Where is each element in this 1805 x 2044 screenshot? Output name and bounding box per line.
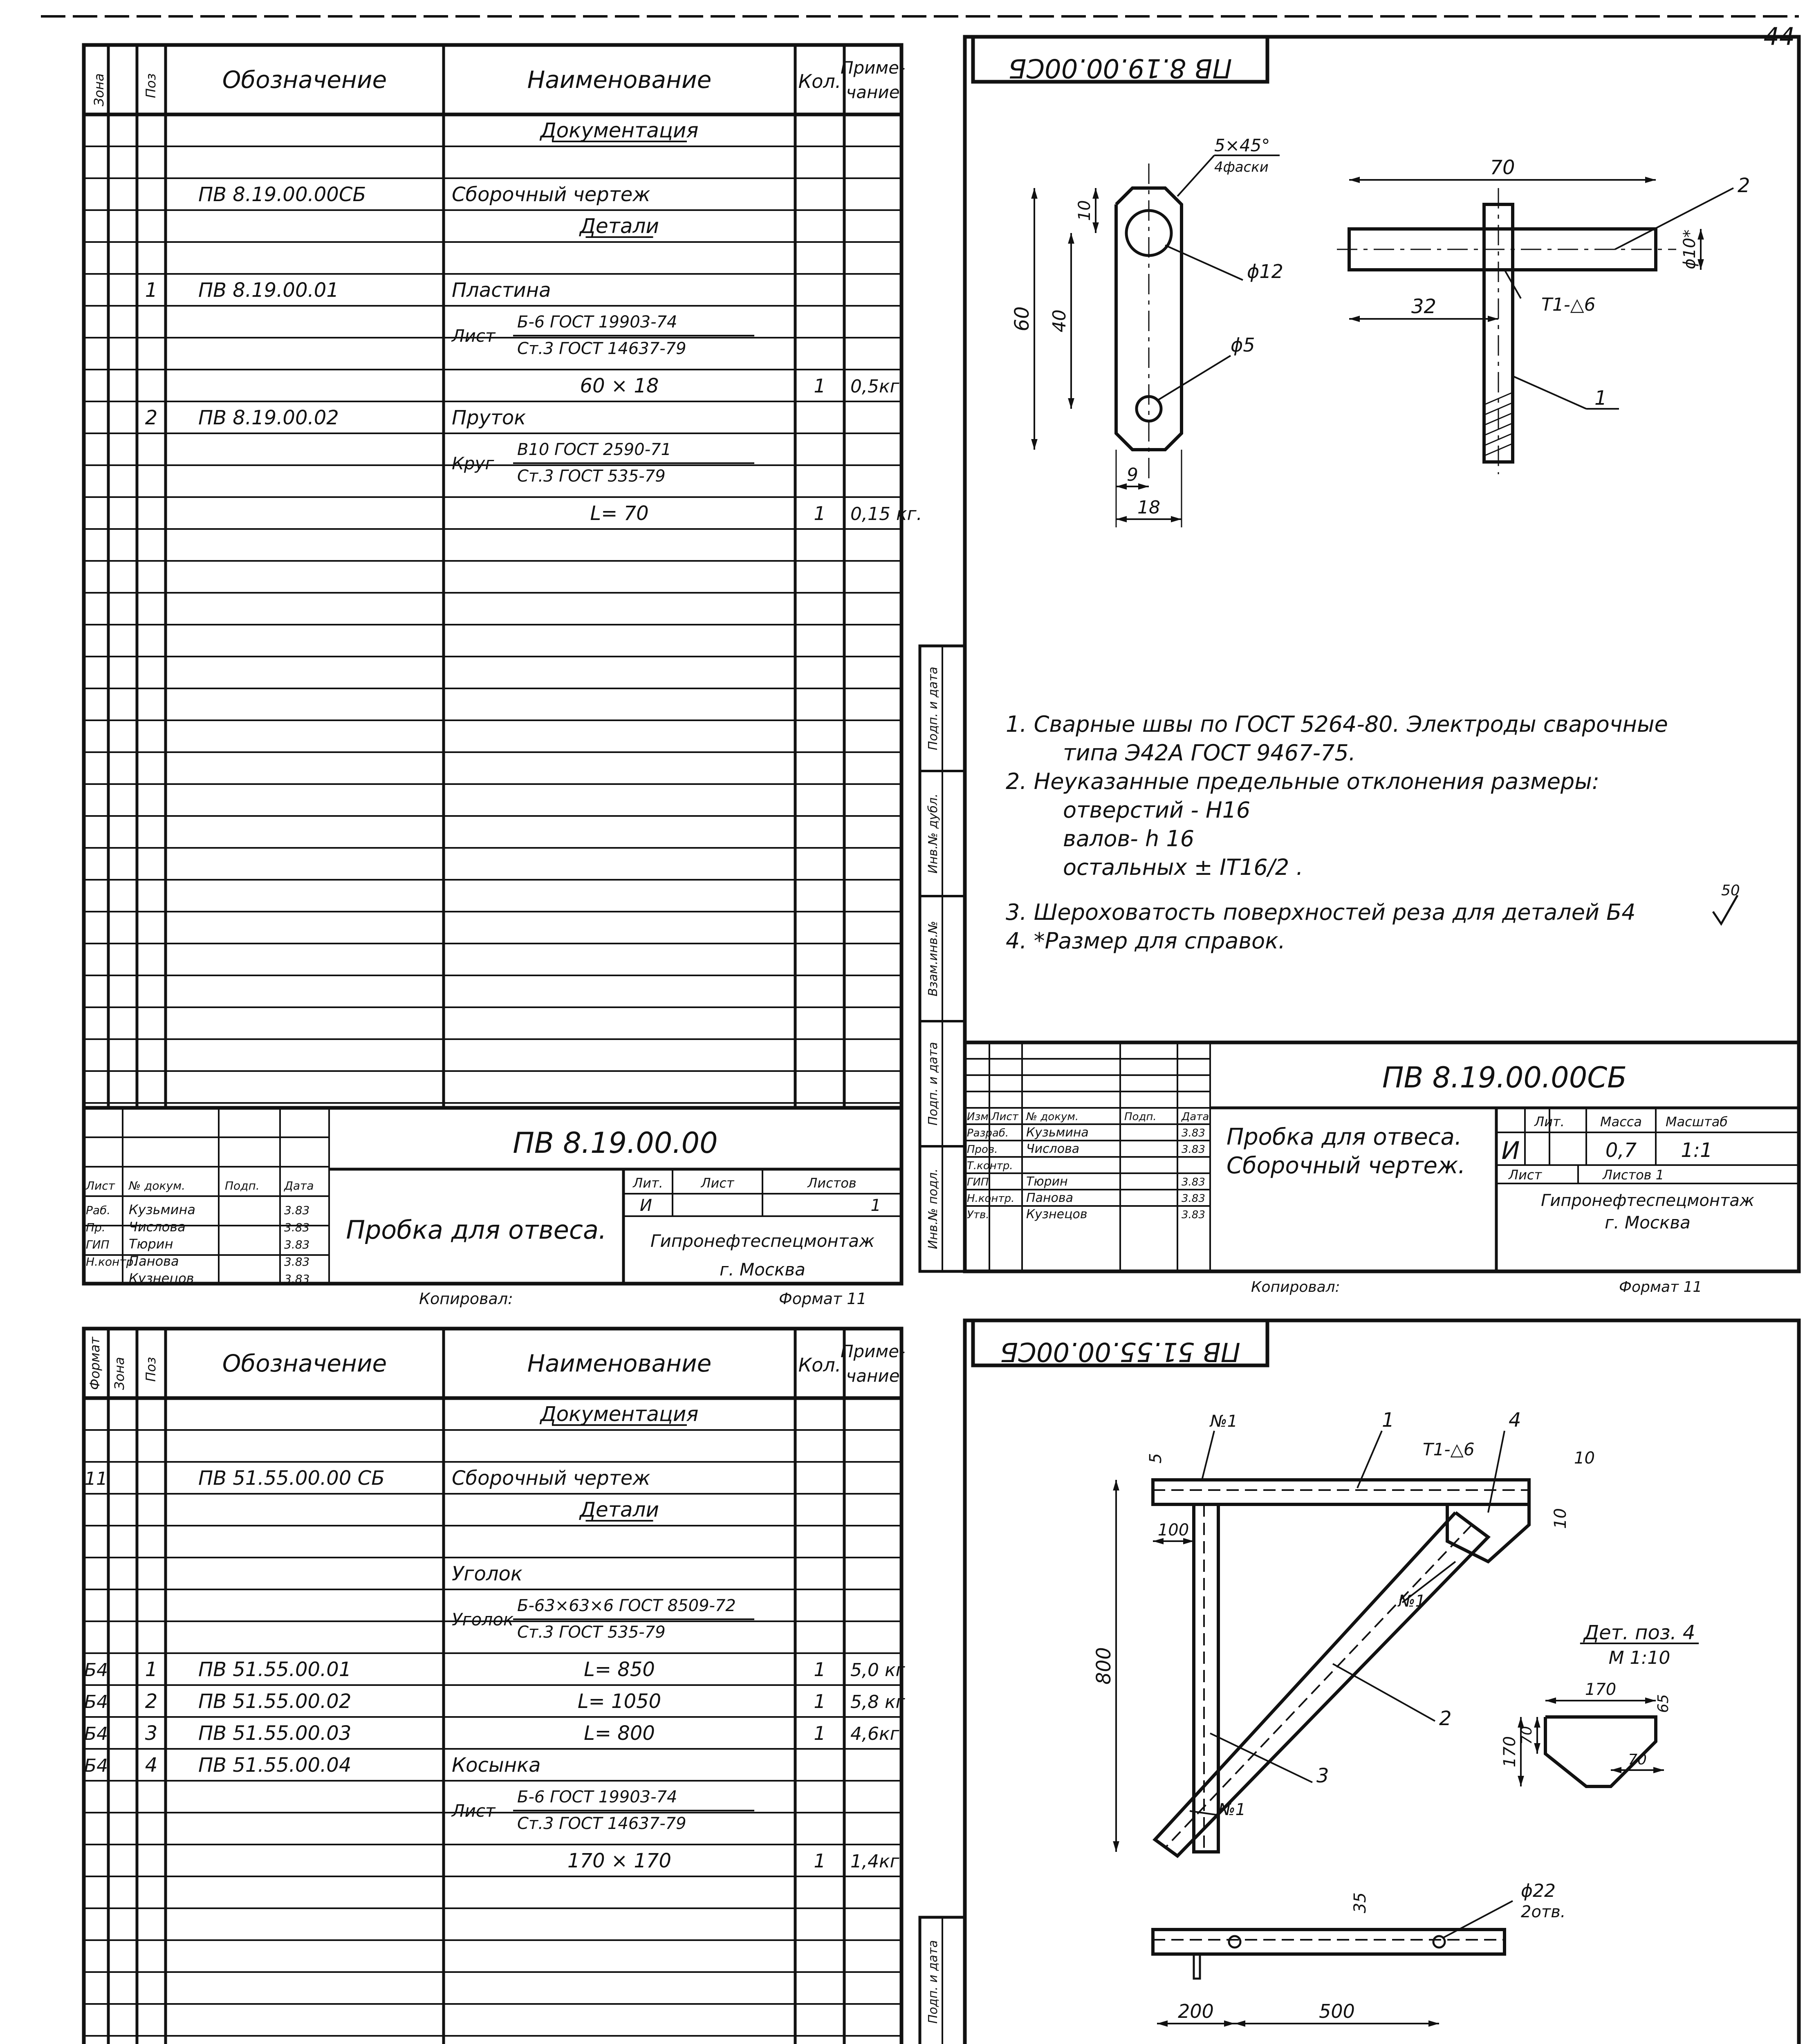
spec-cell-name: Лист [452,326,496,346]
dim-d10: ϕ10* [1680,229,1699,269]
dim-arrow [1068,398,1074,409]
dt-city: г. Москва [1605,1213,1691,1233]
dim-170-w: 170 [1585,1680,1617,1699]
dim-arrow [1113,1841,1119,1852]
title-person-role: Пр. [86,1221,105,1234]
dim-d5: ϕ5 [1231,334,1255,356]
spec-cell-name: Пруток [452,406,526,429]
spec-cell-qty: 1 [814,1850,826,1872]
title-sheets-head: Листов [807,1175,857,1191]
dim-arrow [1092,188,1099,199]
spec-header-note: чание [846,82,900,102]
spec-cell-note: 1,4кг. [850,1851,905,1872]
spec-cell-designation: ПВ 51.55.00.02 [198,1690,352,1713]
dt-person-date: 3.83 [1182,1209,1205,1221]
spec-cell-pos: 1 [145,279,158,302]
dt-person-name: Панова [1026,1191,1073,1205]
dim-arrow [1031,439,1038,450]
stamp-code-upside-down: ПВ 51.55.00.00СБ [1000,1336,1240,1367]
dim-arrow [1611,1767,1621,1773]
dim-arrow [1031,188,1038,199]
dim-arrow [1349,177,1360,183]
spec-cell-name: 60 × 18 [580,374,659,397]
title-col-head: № докум. [129,1179,186,1192]
spec-cell-name: L= 1050 [577,1690,661,1713]
spec-header-note: Приме- [840,58,906,78]
leader [1157,356,1231,401]
title-person-date: 3.83 [284,1272,310,1286]
note-line: отверстий - Н16 [1063,797,1251,823]
hatch [1484,392,1513,405]
spec-cell-name: Документация [540,119,699,142]
dim-10a: 10 [1574,1449,1595,1468]
dim-40: 40 [1049,309,1070,332]
callout-pos2: 2 [1738,174,1750,197]
dt-person-role: Т.контр. [967,1160,1013,1172]
dt-person-role: Пров. [967,1143,998,1156]
dim-d12: ϕ12 [1247,260,1283,282]
detail-scale: М 1:10 [1608,1647,1670,1668]
spec-header-zone: Зона [91,73,107,106]
dim-800: 800 [1092,1647,1115,1685]
spec-header-note: чание [846,1366,900,1386]
spec-cell-pos: 3 [145,1722,158,1745]
dt-col-head: Лист [991,1111,1018,1123]
title-person-role: Н.контр. [86,1255,137,1269]
side-stamp-label: Инв.№ подл. [926,1168,940,1249]
callout-4: 4 [1509,1409,1521,1432]
dim-arrow [1092,222,1099,233]
dt-person-name: Тюрин [1026,1174,1068,1189]
spec-cell-qty: 1 [814,1690,826,1712]
side-stamp-label: Подп. и дата [926,666,940,751]
dt-person-name: Числова [1026,1142,1080,1156]
side-stamp-label: Подп. и дата [926,1940,940,2024]
spec-header-designation: Обозначение [222,66,387,94]
title-lit: И [640,1196,652,1215]
dim-arrow [1488,316,1498,322]
format-label: Формат 11 [779,1290,867,1308]
roughness-value: 50 [1721,882,1740,899]
spec-cell-name: L= 850 [584,1658,655,1681]
leader [1210,1733,1312,1782]
dim-5: 5 [1146,1453,1165,1464]
dim-arrow [1545,1697,1556,1704]
dt-sheets: Листов 1 [1603,1167,1664,1183]
leader [1513,376,1586,409]
spec-cell-name: Уголок [452,1609,514,1629]
title-sheet-head: Лист [701,1175,734,1191]
spec-cell-name: Круг [452,453,494,473]
dim-arrow [1224,2020,1235,2027]
leader [1615,188,1733,249]
spec-cell-designation: ПВ 51.55.00.00 СБ [198,1467,385,1490]
dim-arrow [1428,2020,1439,2027]
dim-arrow [1349,316,1360,322]
leader [1333,1664,1435,1721]
dim-arrow [1116,516,1127,522]
copied-label: Копировал: [1251,1279,1340,1295]
spec-cell-name: Косынка [452,1754,541,1777]
title-city: г. Москва [720,1260,805,1280]
spec-header-format: Формат [87,1337,103,1390]
callout-2: 2 [1439,1707,1452,1730]
dt-person-name: Кузьмина [1026,1125,1089,1140]
callout-1: 1 [1382,1409,1395,1432]
dt-col-head: Дата [1182,1111,1209,1123]
dim-10: 10 [1075,200,1094,221]
note-line: остальных ± IT16/2 . [1063,854,1303,880]
page-number: 44 [1763,22,1795,51]
title-person-name: Тюрин [129,1236,173,1252]
title-lit-head: Лит. [633,1175,663,1191]
dt-title: Сборочный чертеж. [1227,1152,1466,1179]
spec-header-qty: Кол. [798,1354,841,1376]
angle-hidden [1165,1525,1472,1848]
callout-3: 3 [1316,1764,1329,1787]
detail-title: Дет. поз. 4 [1583,1621,1695,1644]
title-person-date: 3.83 [284,1204,310,1217]
spec-cell-name: Пластина [452,279,551,302]
dt-title: Пробка для отвеса. [1227,1124,1462,1150]
note-line: валов- h 16 [1063,826,1195,852]
dim-18: 18 [1137,497,1160,518]
spec-cell-note: 4,6кг. [850,1724,905,1744]
note-line: типа Э42А ГОСТ 9467-75. [1063,740,1356,766]
dt-mass-head: Масса [1600,1114,1642,1130]
hole [1229,1936,1240,1948]
plan-leg [1194,1954,1200,1979]
spec-cell-name: Ст.3 ГОСТ 14637-79 [517,339,686,358]
dim-arrow [1116,483,1127,490]
spec-cell-name: Ст.3 ГОСТ 535-79 [517,1623,666,1642]
dt-person-role: Утв. [967,1209,989,1221]
title-person-role: Раб. [86,1204,111,1217]
title-col-head: Дата [284,1179,314,1192]
dim-60: 60 [1011,306,1034,332]
spec-cell-name: Сборочный чертеж [452,183,650,206]
spec-cell-designation: ПВ 8.19.00.02 [198,406,339,429]
spec-cell-pos: 2 [145,1690,158,1713]
leader [1488,1431,1505,1513]
spec-cell-name: Лист [452,1801,496,1821]
dim-65: 65 [1655,1694,1672,1713]
leader [1202,1431,1214,1480]
dt-col-head: № докум. [1026,1111,1079,1123]
spec-header-note: Приме- [840,1341,906,1361]
dim-9: 9 [1127,464,1138,485]
dim-arrow [1645,1697,1656,1704]
spec-cell-name: В10 ГОСТ 2590-71 [517,440,672,459]
dt-person-date: 3.83 [1182,1127,1205,1139]
dt-person-name: Кузнецов [1026,1207,1087,1221]
dim-200: 200 [1178,2000,1214,2022]
dt-person-date: 3.83 [1182,1143,1205,1156]
spec-cell-name: Документация [540,1402,699,1426]
dt-scale: 1:1 [1681,1139,1713,1162]
holes-label: 2отв. [1521,1903,1566,1921]
spec-cell-name: L= 800 [584,1722,655,1745]
dim-100: 100 [1157,1521,1189,1540]
dt-code: ПВ 8.19.00.00СБ [1382,1061,1627,1094]
leader [1443,1901,1513,1938]
dim-70-b: 70 [1628,1751,1647,1768]
hole [1433,1936,1445,1948]
note-line: 4. *Размер для справок. [1006,928,1285,954]
spec-cell-note: 5,0 кг [850,1660,905,1681]
dt-person-role: Н.контр. [967,1192,1015,1205]
dt-lit-head: Лит. [1534,1114,1565,1130]
spec-cell-format: 11 [85,1468,108,1489]
dt-person-date: 3.83 [1182,1176,1205,1188]
dt-person-date: 3.83 [1182,1192,1205,1205]
title-code: ПВ 8.19.00.00 [513,1126,718,1160]
spec-cell-note: 5,8 кг [850,1692,905,1712]
title-col-head: Подп. [225,1179,260,1192]
angle-pos1 [1153,1480,1529,1504]
weld-n1: №1 [1210,1412,1238,1431]
copied-label: Копировал: [419,1290,513,1308]
dt-company: Гипронефтеспецмонтаж [1541,1191,1754,1210]
side-stamp-label: Инв.№ дубл. [926,793,940,874]
dt-col-head: Изм. [967,1111,992,1123]
dim-d22: ϕ22 [1521,1880,1556,1901]
dim-arrow [1157,2020,1168,2027]
spec-table-frame [84,1329,901,2044]
spec-cell-format: Б4 [84,1755,108,1776]
spec-cell-designation: ПВ 51.55.00.03 [198,1722,352,1745]
dim-70-a: 70 [1518,1726,1535,1745]
side-stamp-label: Взам.инв.№ [926,921,940,997]
stamp-code-upside-down: ПВ 8.19.00.00СБ [1008,53,1232,83]
spec-cell-designation: ПВ 8.19.00.00СБ [198,183,366,206]
title-person-date: 3.83 [284,1238,310,1251]
dt-person-role: Разраб. [967,1127,1009,1139]
spec-cell-qty: 1 [814,1722,826,1744]
dim-arrow [1138,483,1149,490]
spec-header-name: Наименование [527,1349,712,1377]
chamfer-note: 4фаски [1214,159,1269,175]
callout-pos1: 1 [1594,387,1607,410]
chamfer-label: 5×45° [1214,135,1270,155]
spec-header-pos: Поз [143,1357,159,1382]
spec-cell-name: Ст.3 ГОСТ 14637-79 [517,1814,686,1833]
dim-500: 500 [1319,2000,1355,2022]
dt-sheet-head: Лист [1509,1167,1542,1183]
spec-cell-name: Б-6 ГОСТ 19903-74 [517,1788,677,1806]
weld-mark: Т1-△6 [1541,294,1596,315]
spec-header-zone: Зона [112,1357,127,1390]
spec-cell-name: Уголок [452,1562,522,1585]
dim-32: 32 [1411,295,1437,318]
dim-35: 35 [1351,1892,1370,1913]
format-label: Формат 11 [1619,1279,1702,1295]
note-line: 1. Сварные швы по ГОСТ 5264-80. Электроды сварочные [1006,711,1668,737]
weld-n1: №1 [1398,1592,1426,1611]
dt-mass: 0,7 [1605,1139,1637,1162]
leader [1165,245,1243,280]
title-person-date: 3.83 [284,1255,310,1269]
spec-header-qty: Кол. [798,70,841,92]
spec-cell-name: Сборочный чертеж [452,1467,650,1490]
hatch [1484,433,1513,446]
dim-arrow [1645,177,1656,183]
title-col-head: Лист [86,1179,115,1192]
dim-arrow [1653,1767,1664,1773]
dim-70: 70 [1490,156,1515,179]
dim-170-h: 170 [1500,1736,1519,1768]
spec-cell-pos: 4 [145,1754,158,1777]
dim-arrow [1171,516,1182,522]
dim-arrow [1235,2020,1245,2027]
roughness-symbol [1713,895,1738,924]
leader [1177,155,1214,196]
weld-mark: Т1-△6 [1423,1439,1475,1459]
spec-cell-qty: 1 [814,1659,826,1681]
spec-cell-name: Б-6 ГОСТ 19903-74 [517,313,677,332]
spec-header-pos: Поз [143,73,159,98]
dim-arrow [1068,233,1074,244]
spec-header-name: Наименование [527,66,712,94]
title-person-name: Числова [129,1219,186,1235]
title-sheets: 1 [870,1196,881,1215]
spec-cell-qty: 1 [814,502,826,524]
weld-n1: №1 [1218,1800,1246,1819]
spec-cell-pos: 1 [145,1658,158,1681]
spec-cell-format: Б4 [84,1724,108,1744]
spec-cell-format: Б4 [84,1692,108,1712]
note-line: 3. Шероховатость поверхностей реза для деталей Б4 [1006,899,1636,925]
spec-cell-name: Ст.3 ГОСТ 535-79 [517,467,666,486]
title-person-name: Кузнецов [129,1271,194,1286]
title-person-date: 3.83 [284,1221,310,1234]
spec-cell-name: Б-63×63×6 ГОСТ 8509-72 [517,1596,736,1615]
dim-arrow [1518,1776,1524,1786]
spec-cell-name: Детали [579,1498,659,1522]
spec-cell-qty: 1 [814,375,826,397]
spec-cell-name: L= 70 [590,502,649,525]
title-person-name: Кузьмина [129,1202,195,1217]
spec-cell-designation: ПВ 51.55.00.04 [198,1754,352,1777]
dt-col-head: Подп. [1124,1111,1157,1123]
gusset-pos4 [1447,1504,1529,1562]
title-person-role: ГИП [86,1238,110,1251]
note-line: 2. Неуказанные предельные отклонения размеры: [1006,769,1600,794]
spec-cell-designation: ПВ 51.55.00.01 [198,1658,352,1681]
dim-10b: 10 [1551,1508,1570,1529]
dim-arrow [1113,1480,1119,1490]
angle-pos3 [1194,1504,1218,1852]
spec-cell-name: Детали [579,214,659,238]
spec-cell-note: 0,5кг. [850,376,905,397]
title-company: Гипронефтеспецмонтаж [650,1231,874,1251]
spec-cell-format: Б4 [84,1660,108,1681]
title-name: Пробка для отвеса. [346,1215,607,1245]
dt-person-role: ГИП [967,1176,989,1188]
spec-header-designation: Обозначение [222,1349,387,1377]
spec-cell-pos: 2 [145,406,158,429]
angle-pos2 [1155,1513,1488,1856]
title-person-name: Панова [129,1253,179,1269]
spec-cell-designation: ПВ 8.19.00.01 [198,279,339,302]
spec-cell-note: 0,15 кг. [850,504,922,524]
dt-lit: И [1501,1136,1520,1165]
side-stamp-label: Подп. и дата [926,1042,940,1126]
dt-scale-head: Масштаб [1665,1114,1728,1130]
spec-cell-name: 170 × 170 [567,1849,671,1872]
